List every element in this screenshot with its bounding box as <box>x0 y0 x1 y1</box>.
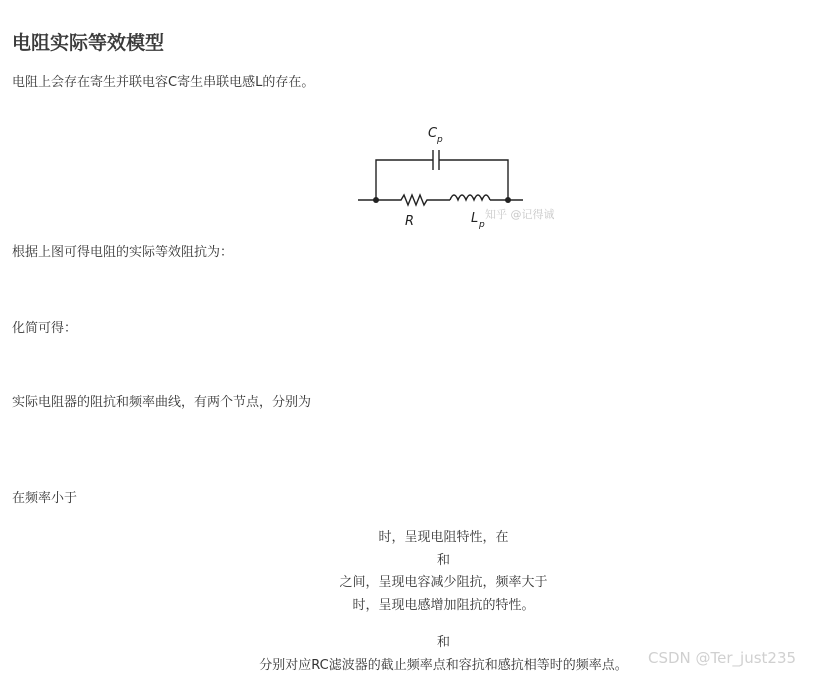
centered-line-5: 和 <box>436 635 450 650</box>
node-left <box>373 197 379 203</box>
page-title: 电阻实际等效模型 <box>12 32 165 54</box>
branch-right <box>439 160 508 200</box>
csdn-watermark: CSDN @Ter_just235 <box>648 649 797 667</box>
intro-paragraph: 电阻上会存在寄生并联电容C寄生串联电感L的存在。 <box>12 75 315 90</box>
impedance-paragraph: 根据上图可得电阻的实际等效阻抗为： <box>12 245 234 260</box>
centered-line-6: 分别对应RC滤波器的截止频率点和容抗和感抗相等时的频率点。 <box>259 658 628 673</box>
frequency-below-paragraph: 在频率小于 <box>12 491 78 506</box>
centered-line-3: 之间，呈现电容减少阻抗，频率大于 <box>339 575 548 590</box>
resistor-symbol <box>395 195 450 205</box>
branch-left <box>376 160 433 200</box>
centered-line-2: 和 <box>436 553 450 568</box>
inductor-symbol <box>450 195 490 200</box>
simplify-paragraph: 化简可得： <box>12 321 78 336</box>
curve-paragraph: 实际电阻器的阻抗和频率曲线，有两个节点，分别为 <box>12 395 312 410</box>
cap-subscript: p <box>437 135 443 145</box>
cap-label: C <box>428 126 438 141</box>
figure-watermark: 知乎 @记得诚 <box>485 208 555 221</box>
inductor-label: L <box>471 211 479 226</box>
centered-line-1: 时，呈现电阻特性，在 <box>378 530 509 545</box>
resistor-label: R <box>405 214 415 229</box>
centered-line-4: 时，呈现电感增加阻抗的特性。 <box>352 598 535 613</box>
inductor-subscript: p <box>479 220 485 230</box>
node-right <box>505 197 511 203</box>
